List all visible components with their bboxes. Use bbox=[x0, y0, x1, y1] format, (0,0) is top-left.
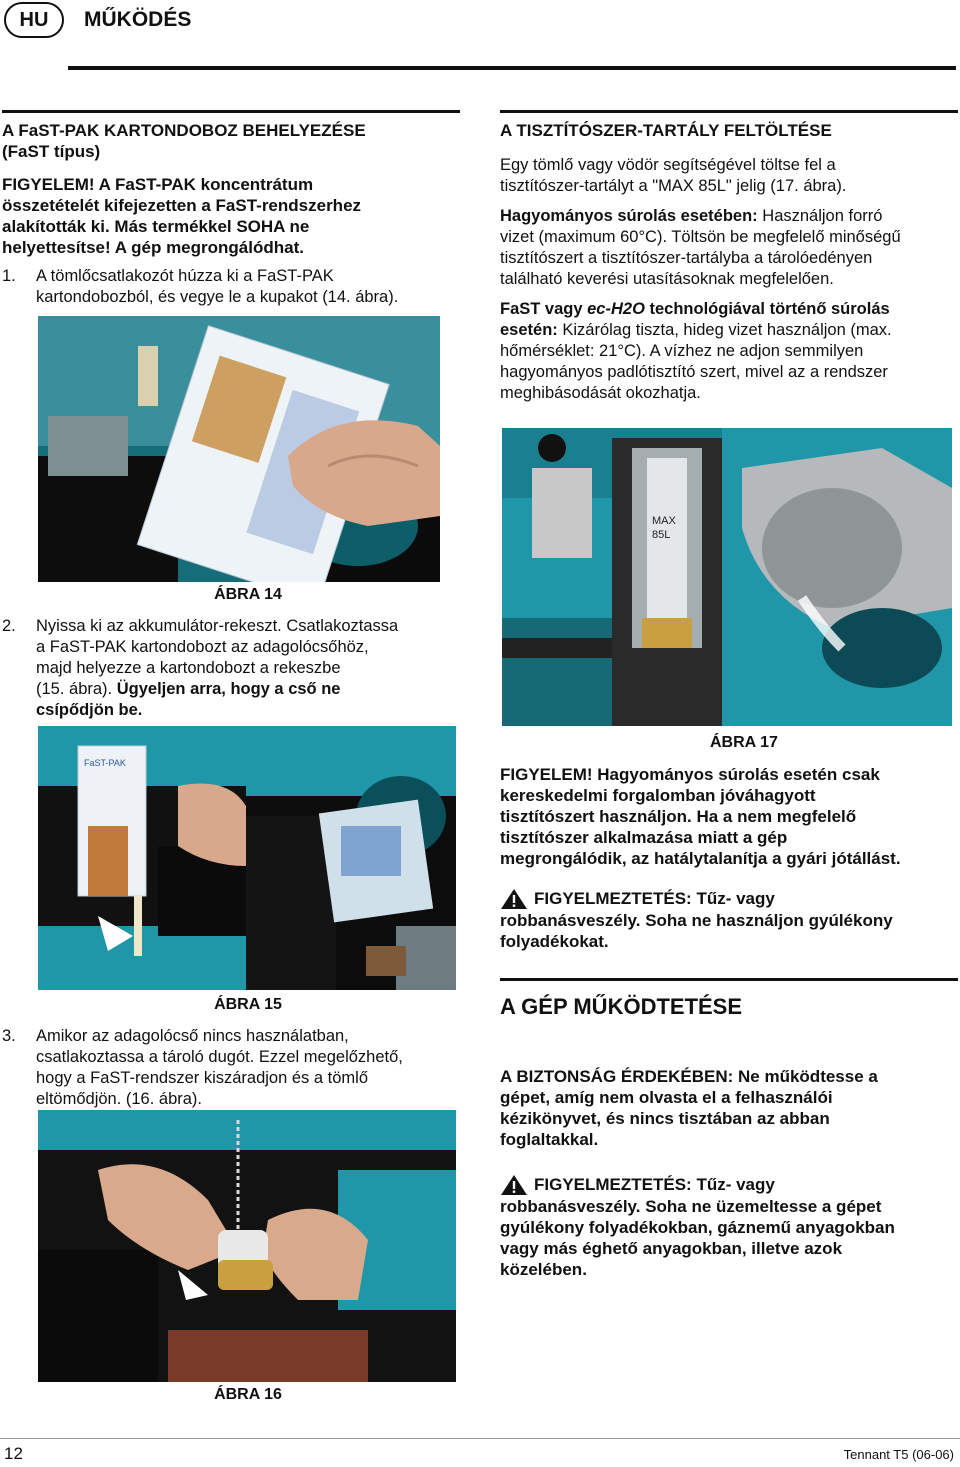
fast-text: Kizárólag tiszta, hideg vizet használjon (max. bbox=[557, 321, 892, 339]
notice-line: tisztítószer alkalmazása miatt a gép bbox=[500, 828, 788, 847]
figure-17-photo bbox=[502, 428, 952, 726]
fast-pak-warning-line: FIGYELEM! A FaST-PAK koncentrátum bbox=[2, 175, 314, 194]
fast-text: meghibásodását okozhatja. bbox=[500, 384, 701, 402]
safety-line: kézikönyvet, és nincs tisztában az abban bbox=[500, 1109, 830, 1128]
caution-text: csípődjön be. bbox=[36, 701, 143, 719]
step-text-line: (15. ábra). bbox=[36, 680, 117, 698]
caution-text: Ügyeljen arra, hogy a cső ne bbox=[116, 680, 341, 698]
warning-line: vagy más éghető anyagokban, illetve azok bbox=[500, 1239, 843, 1258]
warning-line: gyúlékony folyadékokban, gáznemű anyagokban bbox=[500, 1218, 895, 1237]
step-text-line: Nyissa ki az akkumulátor-rekeszt. Csatlakoztassa bbox=[36, 617, 399, 635]
fill-tank-line: Egy tömlő vagy vödör segítségével töltse fel a bbox=[500, 156, 836, 174]
notice-line: megrongálódik, az hatálytalanítja a gyári jótállást. bbox=[500, 849, 901, 868]
section-subtitle-fast-type: (FaST típus) bbox=[2, 142, 101, 161]
left-column-rule bbox=[2, 110, 460, 113]
language-badge-label: HU bbox=[19, 8, 49, 31]
fast-label: technológiával történő súrolás bbox=[644, 300, 890, 318]
operate-section-rule bbox=[500, 978, 958, 981]
notice-line: tisztítószert használjon. Ha a nem megfelelő bbox=[500, 807, 857, 826]
step-number: 1. bbox=[2, 267, 16, 285]
warning-line: közelében. bbox=[500, 1260, 587, 1279]
figure-14-photo bbox=[38, 316, 440, 582]
ec-h2o-label: ec-H2O bbox=[587, 300, 645, 318]
safety-line: foglaltakkal. bbox=[500, 1130, 599, 1149]
fast-pak-warning-line: helyettesítse! A gép megrongálódhat. bbox=[2, 238, 304, 257]
step-2 bbox=[2, 616, 458, 721]
safety-line: A BIZTONSÁG ÉRDEKÉBEN: Ne működtesse a bbox=[500, 1067, 878, 1086]
conventional-text: vizet (maximum 60°C). Töltsön be megfelelő minőségű bbox=[500, 228, 901, 246]
figure-16-caption: ÁBRA 16 bbox=[214, 1386, 282, 1403]
conventional-label: Hagyományos súrolás esetében: bbox=[500, 207, 758, 225]
warning-line: robbanásveszély. Soha ne használjon gyúlékony bbox=[500, 911, 893, 930]
fast-pak-warning-line: összetételét kifejezetten a FaST-rendszerhez bbox=[2, 196, 362, 215]
fast-pak-warning-line: alakították ki. Más termékkel SOHA ne bbox=[2, 217, 310, 236]
step-text-line: hogy a FaST-rendszer kiszáradjon és a tömlő bbox=[36, 1069, 368, 1087]
safety-line: gépet, amíg nem olvasta el a felhasználói bbox=[500, 1088, 833, 1107]
fire-warning-1 bbox=[500, 888, 955, 952]
warning-triangle-icon bbox=[500, 1174, 534, 1196]
warning-line: robbanásveszély. Soha ne üzemeltesse a gépet bbox=[500, 1197, 882, 1216]
figure-15-caption: ÁBRA 15 bbox=[214, 996, 282, 1013]
step-text-line: csatlakoztassa a tároló dugót. Ezzel megelőzhető, bbox=[36, 1048, 403, 1066]
conventional-text: található keverési utasításoknak megfelelően. bbox=[500, 270, 834, 288]
warning-line: folyadékokat. bbox=[500, 932, 609, 951]
step-text-line: Amikor az adagolócső nincs használatban, bbox=[36, 1027, 349, 1045]
step-number: 2. bbox=[2, 617, 16, 635]
fill-tank-line: tisztítószer-tartályt a "MAX 85L" jelig (17. ábra). bbox=[500, 177, 847, 195]
right-column-rule bbox=[500, 110, 958, 113]
max-mark-label: 85L bbox=[652, 529, 671, 541]
figure-14-caption: ÁBRA 14 bbox=[214, 586, 282, 603]
step-text-line: majd helyezze a kartondobozt a rekeszbe bbox=[36, 659, 341, 677]
box-label: FaST-PAK bbox=[84, 758, 126, 768]
operate-title: A GÉP MŰKÖDTETÉSE bbox=[500, 994, 743, 1019]
notice-line: kereskedelmi forgalomban jóváhagyott bbox=[500, 786, 816, 805]
conventional-notice bbox=[500, 764, 955, 869]
fast-text: hagyományos padlótisztító szert, mivel az a rendszer bbox=[500, 363, 888, 381]
notice-line: FIGYELEM! Hagyományos súrolás esetén csak bbox=[500, 765, 880, 784]
conventional-text: tisztítószert a tisztítószer-tartályba a tárolóedényen bbox=[500, 249, 873, 267]
step-text-line: kartondobozból, és vegye le a kupakot (14. ábra). bbox=[36, 288, 399, 306]
header-rule bbox=[68, 66, 956, 70]
warning-triangle-icon bbox=[500, 888, 534, 910]
max-mark-label: MAX bbox=[652, 515, 676, 527]
safety-notice bbox=[500, 1066, 955, 1150]
figure-16-photo bbox=[38, 1110, 456, 1382]
conventional-text: Használjon forró bbox=[757, 207, 883, 225]
warning-line: FIGYELMEZTETÉS: Tűz- vagy bbox=[534, 1175, 775, 1194]
section-title-fill-tank: A TISZTÍTÓSZER-TARTÁLY FELTÖLTÉSE bbox=[500, 121, 832, 140]
step-text-line: a FaST-PAK kartondobozt az adagolócsőhöz, bbox=[36, 638, 369, 656]
step-text-line: A tömlőcsatlakozót húzza ki a FaST-PAK bbox=[36, 267, 334, 285]
page-title: MŰKÖDÉS bbox=[84, 8, 192, 31]
figure-15-photo-right bbox=[246, 726, 456, 990]
fast-pak-section bbox=[2, 120, 457, 308]
page-number: 12 bbox=[4, 1444, 23, 1463]
fast-label: FaST vagy bbox=[500, 300, 588, 318]
footer-rule bbox=[0, 1438, 960, 1439]
language-badge bbox=[4, 2, 64, 38]
fast-label: esetén: bbox=[500, 321, 558, 339]
step-3 bbox=[2, 1026, 458, 1110]
step-1 bbox=[2, 266, 457, 308]
figure-17-caption: ÁBRA 17 bbox=[710, 734, 778, 751]
fast-text: hőmérséklet: 21°C). A vízhez ne adjon semmilyen bbox=[500, 342, 864, 360]
fill-tank-section bbox=[500, 120, 955, 404]
step-text-line: eltömődjön. (16. ábra). bbox=[36, 1090, 203, 1108]
document-reference: Tennant T5 (06-06) bbox=[843, 1447, 954, 1462]
step-number: 3. bbox=[2, 1027, 16, 1045]
fire-warning-2 bbox=[500, 1174, 955, 1280]
warning-line: FIGYELMEZTETÉS: Tűz- vagy bbox=[534, 889, 775, 908]
figure-15-photo-left bbox=[38, 726, 246, 990]
section-title-fast-pak: A FaST-PAK KARTONDOBOZ BEHELYEZÉSE bbox=[2, 121, 366, 140]
